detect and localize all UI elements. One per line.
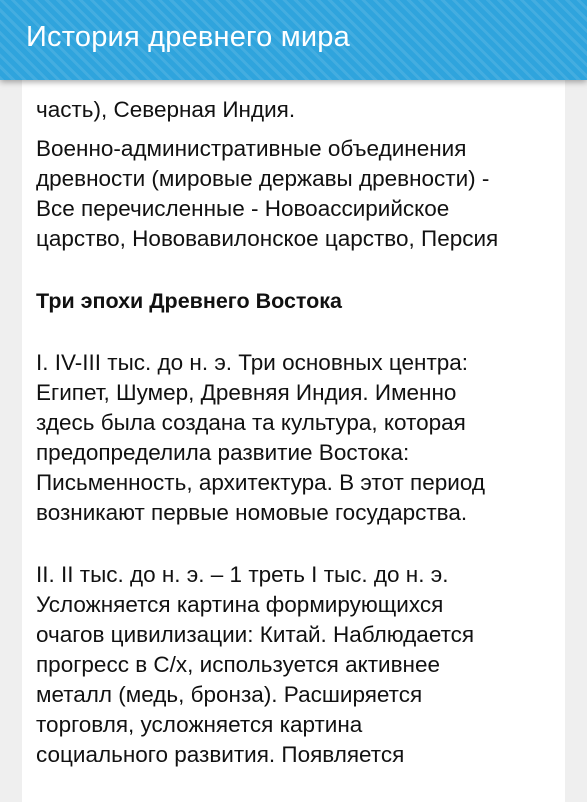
- app-title: История древнего мира: [26, 21, 350, 53]
- partial-paragraph-text: часть), Северная Индия.: [36, 97, 296, 122]
- paragraph-military-states: Военно-административные объединения древности (мировые державы древности) - Все перечисленные - Новоассирийское царство, Нововавилонское царство, Персия: [36, 136, 499, 251]
- app-bar: [0, 0, 587, 80]
- paragraph-epoch-two: II. II тыс. до н. э. – 1 треть I тыс. до н. э. Усложняется картина формирующихся очагов цивилизации: Китай. Наблюдается прогресс в С/х, используется активнее металл (медь, бронза). Расширяется торговля, усложняется картина социального развития. Появляется: [36, 562, 475, 767]
- article-body: [36, 76, 556, 802]
- paragraph-epoch-one: I. IV-III тыс. до н. э. Три основных центра: Египет, Шумер, Древняя Индия. Именно здесь была создана та культура, которая предопределила развитие Востока: Письменность, архитектура. В этот период возникают первые номовые государства.: [36, 350, 485, 525]
- section-heading: Три эпохи Древнего Востока: [36, 289, 343, 313]
- article-card[interactable]: [22, 80, 565, 802]
